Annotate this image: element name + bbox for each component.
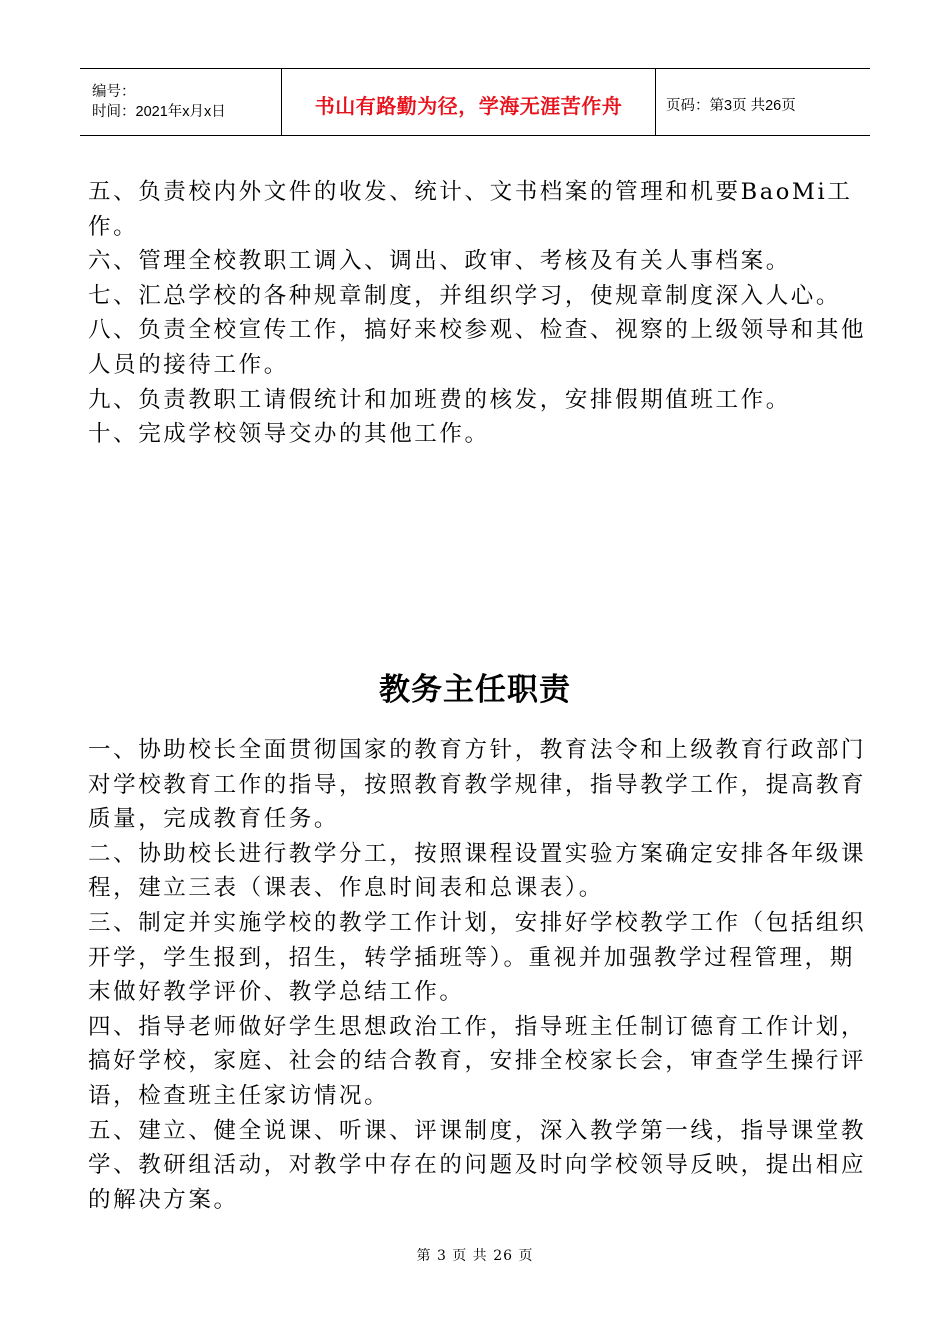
duty-paragraph: 八、负责全校宣传工作，搞好来校参观、检查、视察的上级领导和其他人员的接待工作。 bbox=[88, 317, 867, 378]
duty-paragraph: 三、制定并实施学校的教学工作计划，安排好学校教学工作（包括组织开学，学生报到，招生，转学插班等）。重视并加强教学过程管理，期末做好教学评价、教学总结工作。 bbox=[88, 909, 867, 1006]
duty-paragraph: 一、协助校长全面贯彻国家的教育方针，教育法令和上级教育行政部门对学校教育工作的指导，按照教育教学规律，指导教学工作，提高教育质量，完成教育任务。 bbox=[88, 737, 867, 833]
page-footer: 第 3 页 共 26 页 bbox=[416, 1248, 534, 1264]
duty-paragraph: 六、管理全校教职工调入、调出、政审、考核及有关人事档案。 bbox=[88, 248, 791, 275]
header-page-info: 页码：第3页 共26页 bbox=[666, 97, 796, 114]
duty-paragraph: 二、协助校长进行教学分工，按照课程设置实验方案确定安排各年级课程，建立三表（课表、作息时间表和总课表）。 bbox=[88, 840, 867, 902]
duty-paragraph: 十、完成学校领导交办的其他工作。 bbox=[88, 421, 490, 448]
duty-paragraph: 五、负责校内外文件的收发、统计、文书档案的管理和机要BaoMi工作。 bbox=[88, 179, 853, 240]
duty-paragraph: 四、指导老师做好学生思想政治工作，指导班主任制订德育工作计划，搞好学校，家庭、社会的结合教育，安排全校家长会，审查学生操行评语，检查班主任家访情况。 bbox=[88, 1013, 867, 1109]
section-title: 教务主任职责 bbox=[379, 672, 571, 708]
document-number-label: 编号： bbox=[92, 84, 136, 100]
office-duties-section bbox=[88, 175, 868, 452]
header-motto: 书山有路勤为径，学海无涯苦作舟 bbox=[314, 93, 623, 118]
duty-paragraph: 九、负责教职工请假统计和加班费的核发，安排假期值班工作。 bbox=[88, 386, 791, 413]
duty-paragraph: 七、汇总学校的各种规章制度，并组织学习，使规章制度深入人心。 bbox=[88, 282, 842, 309]
duty-paragraph: 五、建立、健全说课、听课、评课制度，深入教学第一线，指导课堂教学、教研组活动，对教学中存在的问题及时向学校领导反映，提出相应的解决方案。 bbox=[88, 1117, 867, 1213]
header-motto-cell bbox=[282, 69, 656, 135]
header-meta-cell bbox=[80, 69, 282, 135]
academic-director-duties-section bbox=[88, 733, 868, 1217]
header-page-cell bbox=[656, 69, 870, 135]
document-header bbox=[80, 68, 870, 136]
document-time-label: 时间：2021年x月x日 bbox=[92, 104, 226, 120]
